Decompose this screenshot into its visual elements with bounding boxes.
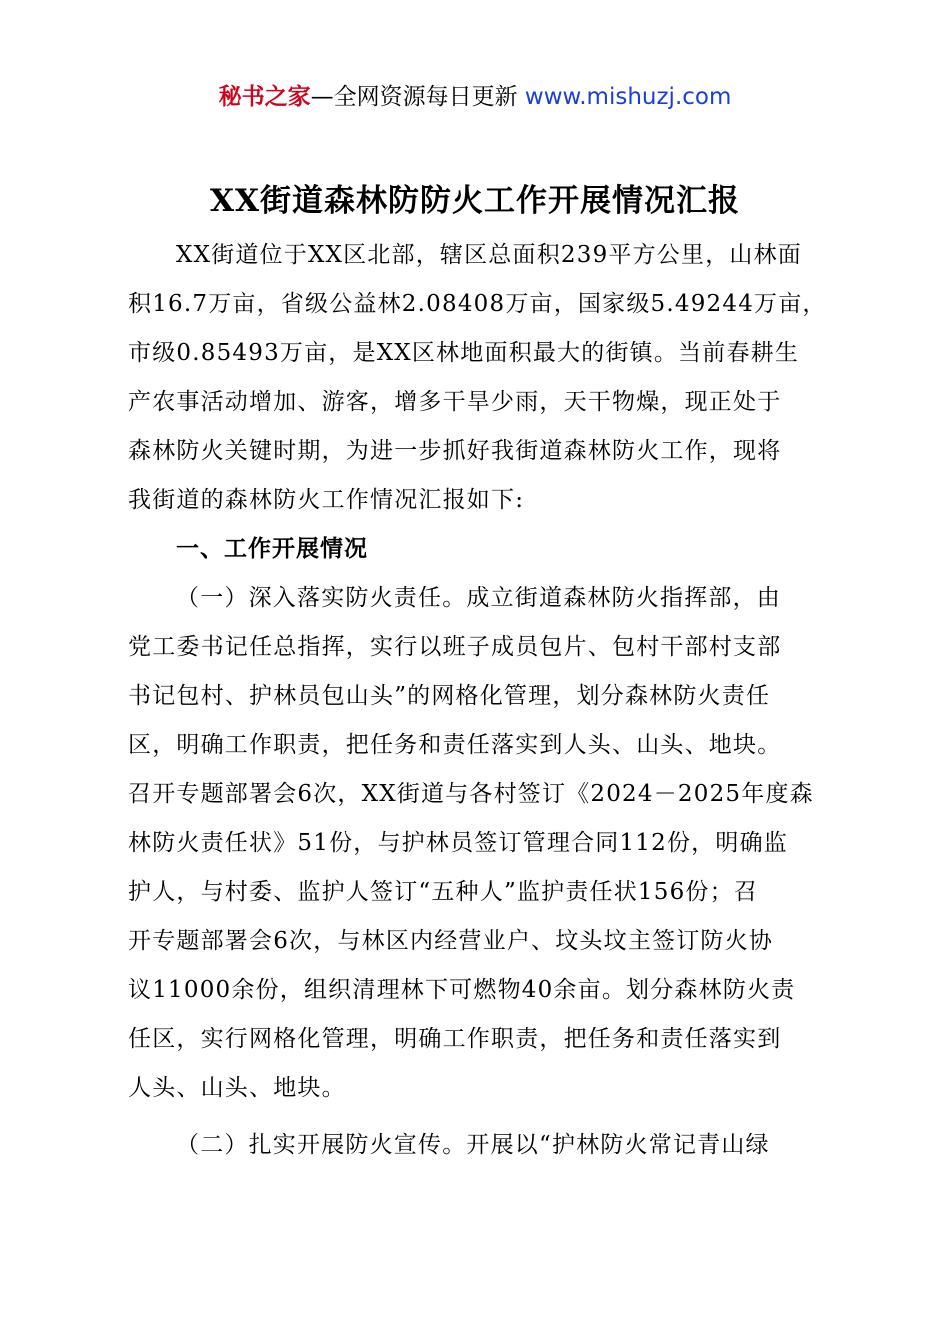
paragraph-line: 产农事活动增加、游客，增多干旱少雨，天干物燥，现正处于 bbox=[128, 389, 782, 415]
paragraph-line: 林防火责任状》51份，与护林员签订管理合同112份，明确监 bbox=[128, 830, 788, 856]
paragraph-line: 森林防火关键时期，为进一步抓好我街道森林防火工作，现将 bbox=[128, 438, 782, 464]
header-url[interactable]: www.mishuzj.com bbox=[524, 84, 732, 110]
paragraph-line: 议11000余份，组织清理林下可燃物40余亩。划分森林防火责 bbox=[128, 977, 796, 1003]
document-title: XX街道森林防防火工作开展情况汇报 bbox=[209, 183, 741, 219]
paragraph-line: 任区，实行网格化管理，明确工作职责，把任务和责任落实到 bbox=[128, 1026, 782, 1052]
paragraph-line: 召开专题部署会6次，XX街道与各村签订《2024－2025年度森 bbox=[128, 781, 814, 807]
section-heading: 一、工作开展情况 bbox=[176, 536, 368, 562]
paragraph-line: 积16.7万亩，省级公益林2.08408万亩，国家级5.49244万亩， bbox=[128, 291, 827, 317]
paragraph-line: （一）深入落实防火责任。成立街道森林防火指挥部，由 bbox=[176, 585, 781, 611]
header-tagline: —全网资源每日更新 bbox=[310, 84, 525, 110]
document-body bbox=[128, 231, 838, 1170]
paragraph-line: XX街道位于XX区北部，辖区总面积239平方公里，山林面 bbox=[176, 242, 802, 268]
site-header bbox=[0, 80, 950, 114]
paragraph-line: 人头、山头、地块。 bbox=[128, 1075, 346, 1101]
paragraph-line: 党工委书记任总指挥，实行以班子成员包片、包村干部村支部 bbox=[128, 634, 782, 660]
paragraph-line: （二）扎实开展防火宣传。开展以“护林防火常记青山绿 bbox=[176, 1132, 770, 1158]
paragraph-line: 开专题部署会6次，与林区内经营业户、坟头坟主签订防火协 bbox=[128, 928, 774, 954]
paragraph-line: 护人，与村委、监护人签订“五种人”监护责任状156份；召 bbox=[128, 879, 759, 905]
paragraph-line: 书记包村、护林员包山头”的网格化管理，划分森林防火责任 bbox=[128, 683, 771, 709]
brand-name: 秘书之家 bbox=[218, 84, 311, 110]
paragraph-line: 我街道的森林防火工作情况汇报如下: bbox=[128, 487, 525, 513]
paragraph-line: 市级0.85493万亩，是XX区林地面积最大的街镇。当前春耕生 bbox=[128, 340, 800, 366]
paragraph-line: 区，明确工作职责，把任务和责任落实到人头、山头、地块。 bbox=[128, 732, 782, 758]
